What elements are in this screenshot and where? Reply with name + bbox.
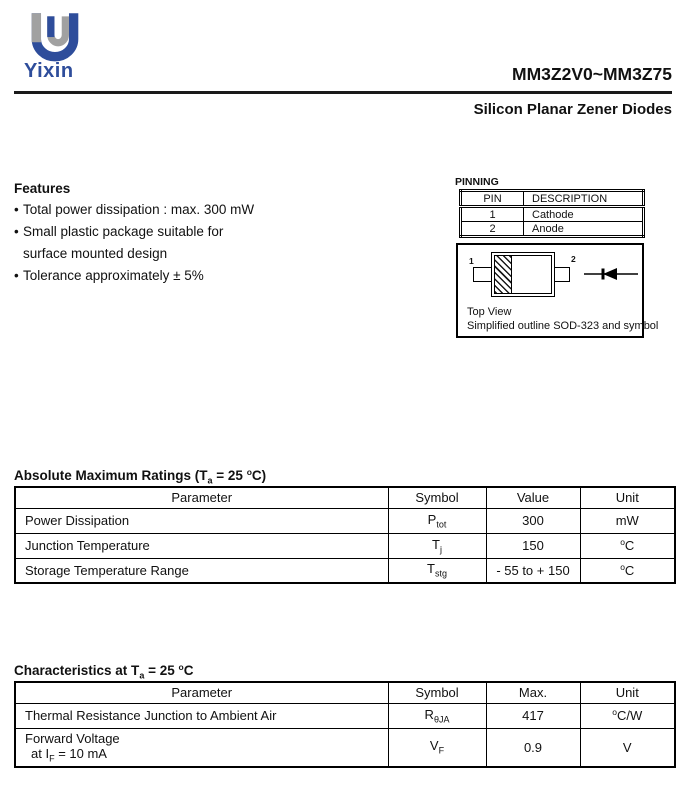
pin1-label: 1 xyxy=(469,256,474,266)
feature-text: Tolerance approximately ± 5% xyxy=(23,268,204,283)
bullet-icon: • xyxy=(14,224,19,239)
table-row xyxy=(15,728,675,767)
bullet-icon: • xyxy=(14,202,19,217)
figure-caption-top-view: Top View xyxy=(467,306,512,318)
unit-cell: V xyxy=(580,728,675,767)
bullet-icon: • xyxy=(14,268,19,283)
feature-item xyxy=(14,246,167,261)
table-row xyxy=(15,558,675,583)
parameter-cell: Storage Temperature Range xyxy=(15,558,388,583)
characteristics-table xyxy=(14,681,676,768)
feature-text: Small plastic package suitable for xyxy=(23,224,224,239)
characteristics-heading: Characteristics at $T_a = 25$ $^o$C xyxy=(14,662,194,681)
parameter-cell: Junction Temperature xyxy=(15,533,388,558)
package-outline-figure xyxy=(456,243,659,338)
parameter-cell: Power Dissipation xyxy=(15,508,388,533)
parameter-line2: at $I_F = 10$ mA xyxy=(31,745,107,764)
company-name: Yixin xyxy=(24,60,74,82)
value-cell: 417 xyxy=(486,703,580,728)
value-cell: 150 xyxy=(486,533,580,558)
abs-max-table xyxy=(14,486,676,584)
pin-description-cell: Anode xyxy=(524,222,644,237)
value-cell: 0.9 xyxy=(486,728,580,767)
abs-max-heading: Absolute Maximum Ratings ($T_a = 25$ $^o$C) xyxy=(14,467,267,486)
description-column-header: DESCRIPTION xyxy=(524,191,644,207)
table-row xyxy=(15,533,675,558)
cathode-band-hatch xyxy=(495,256,512,293)
features-heading: Features xyxy=(14,181,71,196)
part-number-title: MM3Z2V0~MM3Z75 xyxy=(512,64,672,84)
parameter-line1: Forward Voltage xyxy=(25,730,120,746)
pin-description-cell: Cathode xyxy=(524,207,644,222)
max-column-header: Max. xyxy=(486,682,580,703)
feature-item xyxy=(14,224,223,239)
figure-caption-outline: Simplified outline SOD-323 and symbol xyxy=(467,320,659,332)
unit-cell: $^o$C/W xyxy=(580,703,675,728)
feature-text: surface mounted design xyxy=(23,246,168,261)
symbol-cell: $R_{\theta JA}$ xyxy=(388,703,486,728)
unit-cell: $^o$C xyxy=(580,533,675,558)
table-row xyxy=(461,222,644,237)
symbol-column-header: Symbol xyxy=(388,682,486,703)
pin-column-header: PIN xyxy=(461,191,524,207)
unit-cell: $^o$C xyxy=(580,558,675,583)
pinning-table xyxy=(459,189,645,238)
anode-lead-shape xyxy=(554,267,570,282)
header-divider xyxy=(14,91,672,94)
parameter-cell: Thermal Resistance Junction to Ambient Air xyxy=(15,703,388,728)
symbol-cell: $V_F$ xyxy=(388,728,486,767)
value-column-header: Value xyxy=(486,487,580,508)
feature-text: Total power dissipation : max. 300 mW xyxy=(23,202,255,217)
parameter-column-header: Parameter xyxy=(15,682,388,703)
feature-item xyxy=(14,202,254,217)
value-cell: 300 xyxy=(486,508,580,533)
characteristics-header-row xyxy=(15,682,675,703)
pinning-header-row xyxy=(461,191,644,207)
symbol-cell: $T_j$ xyxy=(388,533,486,558)
symbol-column-header: Symbol xyxy=(388,487,486,508)
pinning-heading: PINNING xyxy=(455,176,499,188)
parameter-cell xyxy=(15,728,388,767)
logo-u-icon xyxy=(26,10,84,62)
unit-column-header: Unit xyxy=(580,682,675,703)
package-body-shape xyxy=(491,252,555,297)
abs-max-header-row xyxy=(15,487,675,508)
pin2-label: 2 xyxy=(571,254,576,264)
cathode-lead-shape xyxy=(473,267,492,282)
symbol-cell: $T_{stg}$ xyxy=(388,558,486,583)
feature-item xyxy=(14,268,204,283)
pin-number-cell: 1 xyxy=(461,207,524,222)
document-subtitle: Silicon Planar Zener Diodes xyxy=(473,101,672,118)
value-cell: - 55 to + 150 xyxy=(486,558,580,583)
table-row xyxy=(461,207,644,222)
unit-cell: mW xyxy=(580,508,675,533)
pin-number-cell: 2 xyxy=(461,222,524,237)
unit-column-header: Unit xyxy=(580,487,675,508)
symbol-cell: $P_{tot}$ xyxy=(388,508,486,533)
table-row xyxy=(15,508,675,533)
table-row xyxy=(15,703,675,728)
company-logo xyxy=(26,10,96,67)
parameter-column-header: Parameter xyxy=(15,487,388,508)
package-body-inner xyxy=(494,255,552,294)
diode-symbol-icon xyxy=(584,266,638,282)
